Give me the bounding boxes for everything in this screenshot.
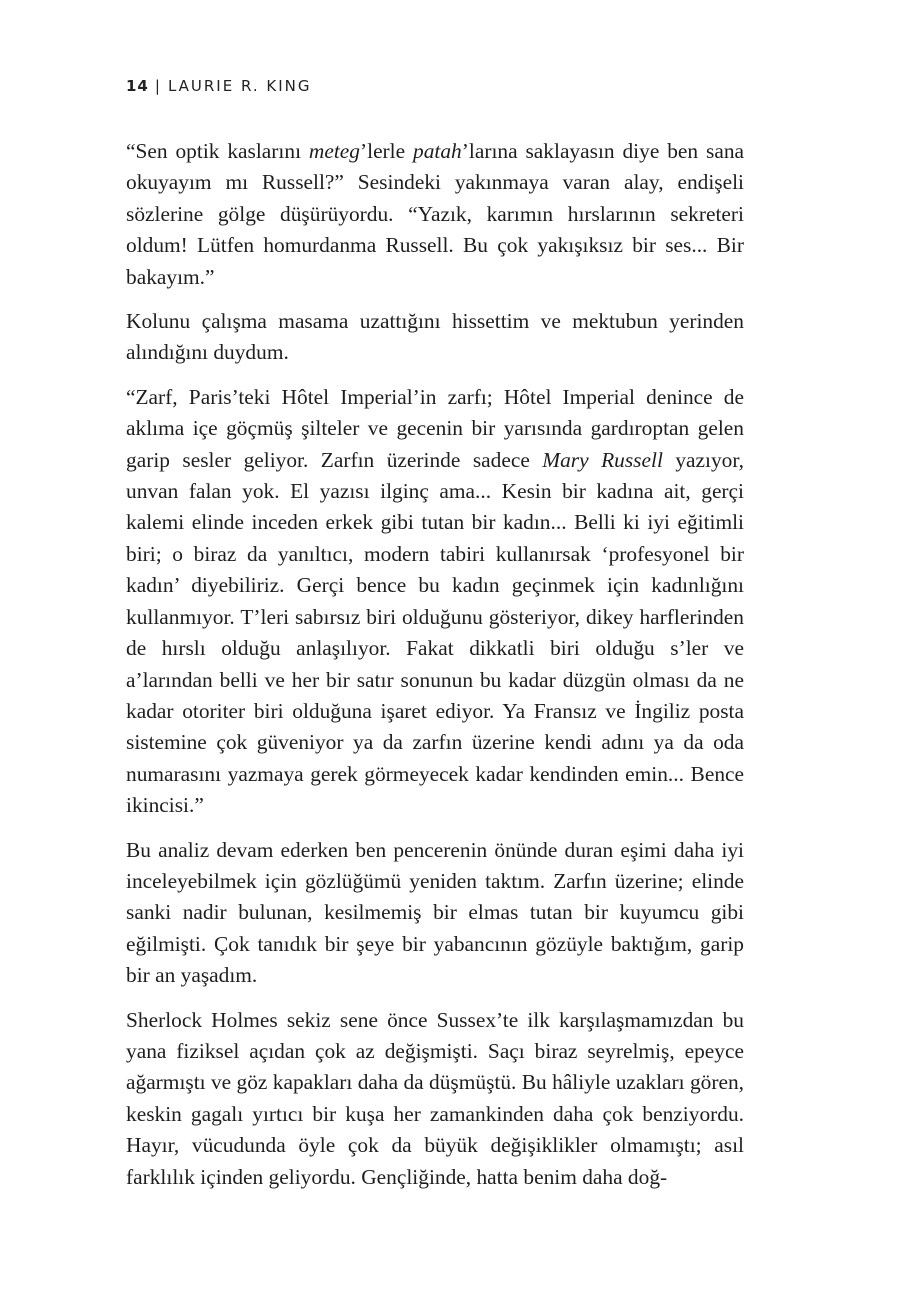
italic-text: Mary Russell	[542, 447, 663, 472]
page-number: 14	[126, 77, 149, 95]
text-segment: Kolunu çalışma masama uzattığını hissettim ve mektubun yerinden alındığını duydum.	[126, 309, 744, 365]
paragraph-1	[126, 136, 744, 293]
text-segment: “Sen optik kaslarını	[126, 139, 309, 163]
paragraph-4	[126, 835, 744, 992]
text-segment: ’larına saklayasın diye ben sana okuyayım mı Russell?” Sesindeki yakınmaya varan alay, endişeli sözlerine gölge düşürüyordu. “Yazık, karımın hırslarının sekreteri oldum! Lütfen homurdanma Russell. Bu çok yakışıksız bir ses... Bir bakayım.”	[126, 139, 745, 289]
italic-text: patah	[413, 139, 462, 163]
paragraph-5	[126, 1005, 744, 1193]
text-segment: Sherlock Holmes sekiz sene önce Sussex’te ilk karşılaşmamızdan bu yana fiziksel açıdan çok az değişmişti. Saçı biraz seyrelmiş, epeyce ağarmıştı ve göz kapakları daha da düşmüştü. Bu hâliyle uzakları gören, keskin gagalı yırtıcı bir kuşa her zamankinden daha çok benziyordu. Hayır, vücudunda öyle çok da büyük değişiklikler olmamıştı; asıl farklılık içinden geliyordu. Gençliğinde, hatta benim daha doğ-	[126, 1007, 744, 1189]
text-segment: “Zarf, Paris’teki Hôtel Imperial’in zarfı; Hôtel Imperial denince de aklıma içe göçmüş şilteler ve gecenin bir yarısında gardıroptan gelen garip sesler geliyor. Zarfın üzerinde sadece	[126, 384, 744, 472]
text-segment: Bu analiz devam ederken ben pencerenin önünde duran eşimi daha iyi inceleyebilmek için gözlüğümü yeniden taktım. Zarfın üzerine; elinde sanki nadir bulunan, kesilmemiş bir elmas tutan bir kuyumcu gibi eğilmişti. Çok tanıdık bir şeye bir yabancının gözüyle baktığım, garip bir an yaşadım.	[126, 837, 744, 988]
paragraph-3	[126, 382, 744, 822]
running-header	[126, 77, 312, 95]
text-segment: yazıyor, unvan falan yok. El yazısı ilginç ama... Kesin bir kadına ait, gerçi kalemi elinde inceden erkek gibi tutan bir kadın... Belli ki iyi eğitimli biri; o biraz da yanıltıcı, modern tabiri kullanırsak ‘profesyonel bir kadın’ diyebiliriz. Gerçi bence bu kadın geçinmek için kadınlığını kullanmıyor. T’leri sabırsız biri olduğunu gösteriyor, dikey harflerinden de hırslı olduğu anlaşılıyor. Fakat dikkatli biri olduğu s’ler ve a’larından belli ve her bir satır sonunun bu kadar düzgün olması da ne kadar otoriter biri olduğuna işaret ediyor. Ya Fransız ve İngiliz posta sistemine çok güveniyor ya da zarfın üzerine kendi adını ya da oda numarasını yazmaya gerek görmeyecek kadar kendinden emin... Bence ikincisi.”	[126, 447, 744, 818]
header-separator: |	[154, 77, 162, 95]
text-segment: ’lerle	[360, 139, 414, 163]
italic-text: meteg	[308, 139, 360, 163]
body-text	[126, 136, 744, 1206]
header-author: LAURIE R. KING	[167, 77, 312, 95]
paragraph-2	[126, 306, 744, 369]
